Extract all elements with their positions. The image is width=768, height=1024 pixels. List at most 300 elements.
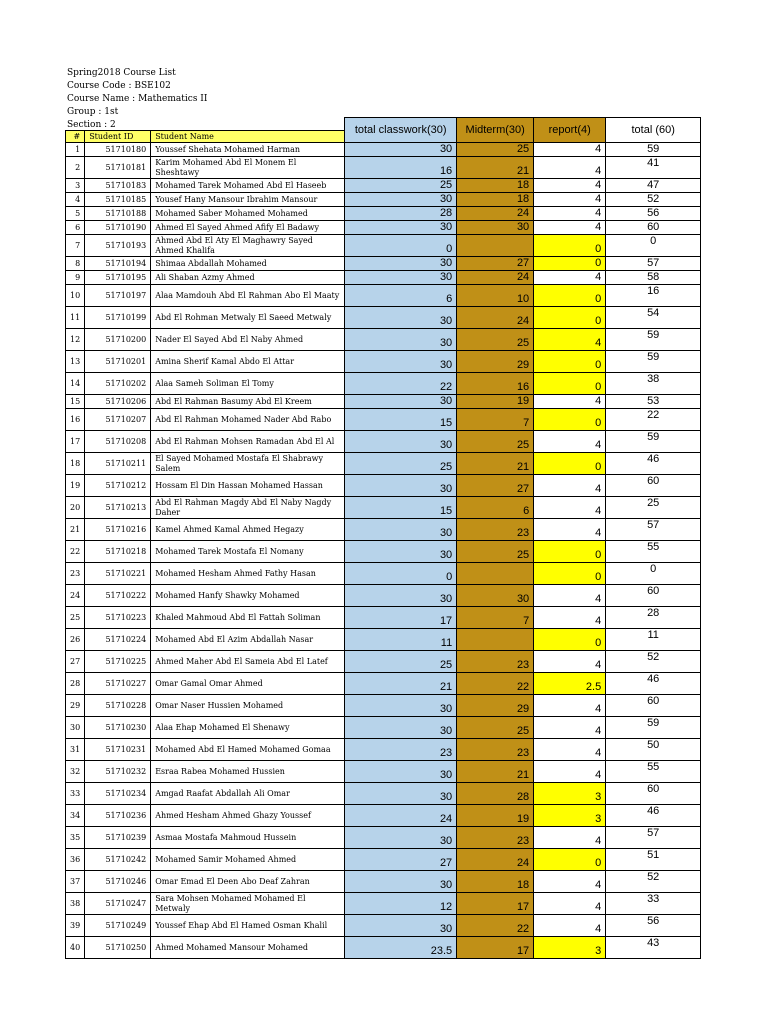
total-cell[interactable]: 60 — [606, 221, 701, 235]
student-id-cell[interactable]: 51710231 — [85, 739, 151, 761]
midterm-cell[interactable]: 23 — [457, 739, 534, 761]
student-id-cell[interactable]: 51710193 — [85, 235, 151, 257]
classwork-cell[interactable]: 30 — [345, 519, 457, 541]
student-id-cell[interactable]: 51710247 — [85, 893, 151, 915]
student-id-cell[interactable]: 51710201 — [85, 351, 151, 373]
table-row[interactable] — [66, 157, 701, 179]
classwork-cell[interactable]: 30 — [345, 783, 457, 805]
report-cell[interactable]: 4 — [534, 329, 606, 351]
row-number[interactable]: 28 — [66, 673, 85, 695]
classwork-cell[interactable]: 21 — [345, 673, 457, 695]
total-cell[interactable]: 11 — [606, 629, 701, 651]
total-cell[interactable]: 59 — [606, 717, 701, 739]
report-cell[interactable]: 0 — [534, 541, 606, 563]
table-row[interactable] — [66, 827, 701, 849]
midterm-cell[interactable]: 17 — [457, 893, 534, 915]
table-row[interactable] — [66, 221, 701, 235]
report-cell[interactable]: 4 — [534, 651, 606, 673]
midterm-cell[interactable]: 7 — [457, 607, 534, 629]
midterm-cell[interactable]: 23 — [457, 827, 534, 849]
classwork-cell[interactable]: 17 — [345, 607, 457, 629]
student-name-cell[interactable]: Ahmed Maher Abd El Sameia Abd El Latef — [151, 651, 345, 673]
report-cell[interactable]: 4 — [534, 585, 606, 607]
student-name-cell[interactable]: Khaled Mahmoud Abd El Fattah Soliman — [151, 607, 345, 629]
table-row[interactable] — [66, 519, 701, 541]
row-number[interactable]: 21 — [66, 519, 85, 541]
table-row[interactable] — [66, 893, 701, 915]
classwork-cell[interactable]: 30 — [345, 143, 457, 157]
student-name-cell[interactable]: Abd El Rahman Basumy Abd El Kreem — [151, 395, 345, 409]
report-cell[interactable]: 4 — [534, 739, 606, 761]
midterm-cell[interactable] — [457, 563, 534, 585]
classwork-cell[interactable]: 25 — [345, 179, 457, 193]
midterm-cell[interactable]: 18 — [457, 179, 534, 193]
classwork-cell[interactable]: 15 — [345, 409, 457, 431]
student-id-cell[interactable]: 51710195 — [85, 271, 151, 285]
midterm-cell[interactable]: 29 — [457, 695, 534, 717]
student-id-cell[interactable]: 51710239 — [85, 827, 151, 849]
total-cell[interactable]: 22 — [606, 409, 701, 431]
total-cell[interactable]: 50 — [606, 739, 701, 761]
midterm-cell[interactable]: 23 — [457, 651, 534, 673]
student-id-cell[interactable]: 51710246 — [85, 871, 151, 893]
classwork-cell[interactable]: 30 — [345, 717, 457, 739]
total-cell[interactable]: 52 — [606, 871, 701, 893]
midterm-cell[interactable]: 19 — [457, 395, 534, 409]
classwork-cell[interactable]: 30 — [345, 221, 457, 235]
student-id-cell[interactable]: 51710225 — [85, 651, 151, 673]
student-id-cell[interactable]: 51710207 — [85, 409, 151, 431]
classwork-cell[interactable]: 30 — [345, 395, 457, 409]
student-name-cell[interactable]: Ahmed Abd El Aty El Maghawry Sayed Ahmed Khalifa — [151, 235, 345, 257]
midterm-cell[interactable]: 18 — [457, 871, 534, 893]
midterm-cell[interactable]: 24 — [457, 271, 534, 285]
student-id-cell[interactable]: 51710223 — [85, 607, 151, 629]
classwork-cell[interactable]: 23.5 — [345, 937, 457, 959]
classwork-cell[interactable]: 11 — [345, 629, 457, 651]
total-cell[interactable]: 59 — [606, 143, 701, 157]
total-cell[interactable]: 60 — [606, 783, 701, 805]
student-id-cell[interactable]: 51710249 — [85, 915, 151, 937]
table-row[interactable] — [66, 783, 701, 805]
total-cell[interactable]: 60 — [606, 585, 701, 607]
total-cell[interactable]: 47 — [606, 179, 701, 193]
classwork-cell[interactable]: 30 — [345, 257, 457, 271]
student-id-cell[interactable]: 51710221 — [85, 563, 151, 585]
classwork-cell[interactable]: 24 — [345, 805, 457, 827]
table-row[interactable] — [66, 695, 701, 717]
report-cell[interactable]: 0 — [534, 351, 606, 373]
table-row[interactable] — [66, 761, 701, 783]
table-row[interactable] — [66, 373, 701, 395]
student-id-cell[interactable]: 51710212 — [85, 475, 151, 497]
report-cell[interactable]: 4 — [534, 761, 606, 783]
student-name-cell[interactable]: Omar Emad El Deen Abo Deaf Zahran — [151, 871, 345, 893]
report-cell[interactable]: 0 — [534, 257, 606, 271]
midterm-cell[interactable]: 21 — [457, 453, 534, 475]
total-cell[interactable]: 41 — [606, 157, 701, 179]
student-id-cell[interactable]: 51710216 — [85, 519, 151, 541]
table-row[interactable] — [66, 651, 701, 673]
midterm-cell[interactable] — [457, 629, 534, 651]
student-id-cell[interactable]: 51710230 — [85, 717, 151, 739]
total-cell[interactable]: 52 — [606, 651, 701, 673]
row-number[interactable]: 10 — [66, 285, 85, 307]
student-name-cell[interactable]: Amgad Raafat Abdallah Ali Omar — [151, 783, 345, 805]
total-cell[interactable]: 59 — [606, 351, 701, 373]
classwork-cell[interactable]: 30 — [345, 915, 457, 937]
midterm-cell[interactable]: 24 — [457, 849, 534, 871]
report-cell[interactable]: 4 — [534, 193, 606, 207]
total-cell[interactable]: 52 — [606, 193, 701, 207]
student-id-cell[interactable]: 51710199 — [85, 307, 151, 329]
table-row[interactable] — [66, 805, 701, 827]
student-name-cell[interactable]: Esraa Rabea Mohamed Hussien — [151, 761, 345, 783]
total-cell[interactable]: 0 — [606, 563, 701, 585]
report-cell[interactable]: 4 — [534, 221, 606, 235]
row-number[interactable]: 25 — [66, 607, 85, 629]
student-id-cell[interactable]: 51710242 — [85, 849, 151, 871]
row-number[interactable]: 26 — [66, 629, 85, 651]
student-id-cell[interactable]: 51710188 — [85, 207, 151, 221]
student-name-cell[interactable]: Amina Sherif Kamal Abdo El Attar — [151, 351, 345, 373]
student-id-cell[interactable]: 51710190 — [85, 221, 151, 235]
classwork-cell[interactable]: 30 — [345, 695, 457, 717]
row-number[interactable]: 4 — [66, 193, 85, 207]
classwork-cell[interactable]: 30 — [345, 827, 457, 849]
midterm-cell[interactable]: 25 — [457, 431, 534, 453]
student-name-cell[interactable]: Alaa Ehap Mohamed El Shenawy — [151, 717, 345, 739]
midterm-cell[interactable]: 24 — [457, 207, 534, 221]
row-number[interactable]: 2 — [66, 157, 85, 179]
table-row[interactable] — [66, 673, 701, 695]
table-row[interactable] — [66, 541, 701, 563]
midterm-cell[interactable]: 25 — [457, 329, 534, 351]
student-id-cell[interactable]: 51710202 — [85, 373, 151, 395]
report-cell[interactable]: 0 — [534, 563, 606, 585]
row-number[interactable]: 20 — [66, 497, 85, 519]
header-total[interactable]: total (60) — [606, 118, 701, 143]
student-id-cell[interactable]: 51710224 — [85, 629, 151, 651]
classwork-cell[interactable]: 6 — [345, 285, 457, 307]
table-row[interactable] — [66, 739, 701, 761]
classwork-cell[interactable]: 30 — [345, 761, 457, 783]
midterm-cell[interactable]: 25 — [457, 717, 534, 739]
report-cell[interactable]: 0 — [534, 453, 606, 475]
classwork-cell[interactable]: 15 — [345, 497, 457, 519]
table-row[interactable] — [66, 607, 701, 629]
student-name-cell[interactable]: Mohamed Tarek Mostafa El Nomany — [151, 541, 345, 563]
classwork-cell[interactable]: 0 — [345, 235, 457, 257]
classwork-cell[interactable]: 30 — [345, 541, 457, 563]
total-cell[interactable]: 46 — [606, 805, 701, 827]
student-id-cell[interactable]: 51710185 — [85, 193, 151, 207]
total-cell[interactable]: 57 — [606, 827, 701, 849]
midterm-cell[interactable]: 6 — [457, 497, 534, 519]
student-name-cell[interactable]: Alaa Sameh Soliman El Tomy — [151, 373, 345, 395]
student-name-cell[interactable]: Omar Naser Hussien Mohamed — [151, 695, 345, 717]
student-name-cell[interactable]: Alaa Mamdouh Abd El Rahman Abo El Maaty — [151, 285, 345, 307]
total-cell[interactable]: 28 — [606, 607, 701, 629]
header-classwork[interactable]: total classwork(30) — [345, 118, 457, 143]
student-id-cell[interactable]: 51710180 — [85, 143, 151, 157]
midterm-cell[interactable]: 27 — [457, 475, 534, 497]
student-name-cell[interactable]: Youssef Ehap Abd El Hamed Osman Khalil — [151, 915, 345, 937]
table-row[interactable] — [66, 585, 701, 607]
row-number[interactable]: 5 — [66, 207, 85, 221]
row-number[interactable]: 36 — [66, 849, 85, 871]
row-number[interactable]: 34 — [66, 805, 85, 827]
student-name-cell[interactable]: Shimaa Abdallah Mohamed — [151, 257, 345, 271]
table-row[interactable] — [66, 475, 701, 497]
student-name-cell[interactable]: Hossam El Din Hassan Mohamed Hassan — [151, 475, 345, 497]
report-cell[interactable]: 0 — [534, 629, 606, 651]
midterm-cell[interactable]: 24 — [457, 307, 534, 329]
table-row[interactable] — [66, 235, 701, 257]
student-id-cell[interactable]: 51710197 — [85, 285, 151, 307]
row-number[interactable]: 15 — [66, 395, 85, 409]
report-cell[interactable]: 4 — [534, 395, 606, 409]
report-cell[interactable]: 0 — [534, 409, 606, 431]
midterm-cell[interactable]: 10 — [457, 285, 534, 307]
table-row[interactable] — [66, 629, 701, 651]
classwork-cell[interactable]: 30 — [345, 475, 457, 497]
student-name-cell[interactable]: Ahmed Mohamed Mansour Mohamed — [151, 937, 345, 959]
midterm-cell[interactable]: 23 — [457, 519, 534, 541]
total-cell[interactable]: 38 — [606, 373, 701, 395]
report-cell[interactable]: 4 — [534, 179, 606, 193]
row-number[interactable]: 11 — [66, 307, 85, 329]
total-cell[interactable]: 51 — [606, 849, 701, 871]
report-cell[interactable]: 4 — [534, 207, 606, 221]
classwork-cell[interactable]: 30 — [345, 329, 457, 351]
student-id-cell[interactable]: 51710228 — [85, 695, 151, 717]
total-cell[interactable]: 57 — [606, 257, 701, 271]
student-name-cell[interactable]: Mohamed Saber Mohamed Mohamed — [151, 207, 345, 221]
student-name-cell[interactable]: Ali Shaban Azmy Ahmed — [151, 271, 345, 285]
report-cell[interactable]: 4 — [534, 695, 606, 717]
header-num[interactable]: # — [66, 131, 85, 143]
student-name-cell[interactable]: Mohamed Samir Mohamed Ahmed — [151, 849, 345, 871]
total-cell[interactable]: 54 — [606, 307, 701, 329]
row-number[interactable]: 39 — [66, 915, 85, 937]
table-row[interactable] — [66, 497, 701, 519]
report-cell[interactable]: 4 — [534, 607, 606, 629]
student-name-cell[interactable]: Ahmed Hesham Ahmed Ghazy Youssef — [151, 805, 345, 827]
midterm-cell[interactable]: 30 — [457, 585, 534, 607]
total-cell[interactable]: 60 — [606, 475, 701, 497]
report-cell[interactable]: 0 — [534, 849, 606, 871]
row-number[interactable]: 16 — [66, 409, 85, 431]
student-id-cell[interactable]: 51710222 — [85, 585, 151, 607]
student-name-cell[interactable]: Mohamed Hesham Ahmed Fathy Hasan — [151, 563, 345, 585]
table-row[interactable] — [66, 431, 701, 453]
row-number[interactable]: 18 — [66, 453, 85, 475]
row-number[interactable]: 12 — [66, 329, 85, 351]
table-row[interactable] — [66, 329, 701, 351]
midterm-cell[interactable]: 30 — [457, 221, 534, 235]
student-name-cell[interactable]: Yousef Hany Mansour Ibrahim Mansour — [151, 193, 345, 207]
total-cell[interactable]: 58 — [606, 271, 701, 285]
midterm-cell[interactable]: 27 — [457, 257, 534, 271]
row-number[interactable]: 6 — [66, 221, 85, 235]
report-cell[interactable]: 4 — [534, 717, 606, 739]
report-cell[interactable]: 3 — [534, 937, 606, 959]
row-number[interactable]: 33 — [66, 783, 85, 805]
row-number[interactable]: 29 — [66, 695, 85, 717]
total-cell[interactable]: 59 — [606, 329, 701, 351]
student-id-cell[interactable]: 51710236 — [85, 805, 151, 827]
student-name-cell[interactable]: Mohamed Abd El Azim Abdallah Nasar — [151, 629, 345, 651]
row-number[interactable]: 30 — [66, 717, 85, 739]
total-cell[interactable]: 57 — [606, 519, 701, 541]
table-row[interactable] — [66, 351, 701, 373]
table-row[interactable] — [66, 307, 701, 329]
student-name-cell[interactable]: Ahmed El Sayed Ahmed Afify El Badawy — [151, 221, 345, 235]
student-id-cell[interactable]: 51710194 — [85, 257, 151, 271]
total-cell[interactable]: 33 — [606, 893, 701, 915]
header-student-name[interactable]: Student Name — [151, 131, 345, 143]
student-name-cell[interactable]: Nader El Sayed Abd El Naby Ahmed — [151, 329, 345, 351]
total-cell[interactable]: 16 — [606, 285, 701, 307]
total-cell[interactable]: 60 — [606, 695, 701, 717]
total-cell[interactable]: 59 — [606, 431, 701, 453]
midterm-cell[interactable]: 16 — [457, 373, 534, 395]
classwork-cell[interactable]: 30 — [345, 271, 457, 285]
student-name-cell[interactable]: Omar Gamal Omar Ahmed — [151, 673, 345, 695]
classwork-cell[interactable]: 25 — [345, 651, 457, 673]
midterm-cell[interactable]: 18 — [457, 193, 534, 207]
table-row[interactable] — [66, 937, 701, 959]
student-id-cell[interactable]: 51710183 — [85, 179, 151, 193]
report-cell[interactable]: 3 — [534, 805, 606, 827]
row-number[interactable]: 9 — [66, 271, 85, 285]
row-number[interactable]: 14 — [66, 373, 85, 395]
table-row[interactable] — [66, 915, 701, 937]
student-id-cell[interactable]: 51710234 — [85, 783, 151, 805]
row-number[interactable]: 27 — [66, 651, 85, 673]
report-cell[interactable]: 4 — [534, 893, 606, 915]
report-cell[interactable]: 4 — [534, 475, 606, 497]
total-cell[interactable]: 56 — [606, 915, 701, 937]
student-id-cell[interactable]: 51710232 — [85, 761, 151, 783]
classwork-cell[interactable]: 30 — [345, 871, 457, 893]
table-row[interactable] — [66, 193, 701, 207]
classwork-cell[interactable]: 30 — [345, 585, 457, 607]
row-number[interactable]: 8 — [66, 257, 85, 271]
table-row[interactable] — [66, 849, 701, 871]
classwork-cell[interactable]: 27 — [345, 849, 457, 871]
midterm-cell[interactable]: 22 — [457, 915, 534, 937]
table-row[interactable] — [66, 179, 701, 193]
total-cell[interactable]: 55 — [606, 761, 701, 783]
table-row[interactable] — [66, 143, 701, 157]
table-row[interactable] — [66, 207, 701, 221]
report-cell[interactable]: 0 — [534, 235, 606, 257]
total-cell[interactable]: 25 — [606, 497, 701, 519]
midterm-cell[interactable]: 21 — [457, 761, 534, 783]
report-cell[interactable]: 0 — [534, 373, 606, 395]
classwork-cell[interactable]: 30 — [345, 351, 457, 373]
classwork-cell[interactable]: 12 — [345, 893, 457, 915]
report-cell[interactable]: 4 — [534, 157, 606, 179]
student-name-cell[interactable]: Abd El Rahman Mohamed Nader Abd Rabo — [151, 409, 345, 431]
row-number[interactable]: 1 — [66, 143, 85, 157]
midterm-cell[interactable]: 28 — [457, 783, 534, 805]
report-cell[interactable]: 4 — [534, 271, 606, 285]
table-row[interactable] — [66, 717, 701, 739]
classwork-cell[interactable]: 30 — [345, 307, 457, 329]
classwork-cell[interactable]: 25 — [345, 453, 457, 475]
row-number[interactable]: 22 — [66, 541, 85, 563]
total-cell[interactable]: 43 — [606, 937, 701, 959]
report-cell[interactable]: 2.5 — [534, 673, 606, 695]
student-name-cell[interactable]: Sara Mohsen Mohamed Mohamed El Metwaly — [151, 893, 345, 915]
report-cell[interactable]: 3 — [534, 783, 606, 805]
student-id-cell[interactable]: 51710181 — [85, 157, 151, 179]
student-name-cell[interactable]: Kamel Ahmed Kamal Ahmed Hegazy — [151, 519, 345, 541]
row-number[interactable]: 7 — [66, 235, 85, 257]
row-number[interactable]: 23 — [66, 563, 85, 585]
table-row[interactable] — [66, 409, 701, 431]
table-row[interactable] — [66, 285, 701, 307]
total-cell[interactable]: 55 — [606, 541, 701, 563]
row-number[interactable]: 38 — [66, 893, 85, 915]
row-number[interactable]: 24 — [66, 585, 85, 607]
student-name-cell[interactable]: Abd El Rahman Magdy Abd El Naby Nagdy Daher — [151, 497, 345, 519]
report-cell[interactable]: 4 — [534, 431, 606, 453]
student-name-cell[interactable]: Abd El Rahman Mohsen Ramadan Abd El Al — [151, 431, 345, 453]
report-cell[interactable]: 4 — [534, 519, 606, 541]
student-name-cell[interactable]: Abd El Rohman Metwaly El Saeed Metwaly — [151, 307, 345, 329]
student-id-cell[interactable]: 51710208 — [85, 431, 151, 453]
student-id-cell[interactable]: 51710211 — [85, 453, 151, 475]
table-row[interactable] — [66, 563, 701, 585]
student-name-cell[interactable]: Karim Mohamed Abd El Monem El Sheshtawy — [151, 157, 345, 179]
report-cell[interactable]: 4 — [534, 827, 606, 849]
header-report[interactable]: report(4) — [534, 118, 606, 143]
total-cell[interactable]: 46 — [606, 673, 701, 695]
midterm-cell[interactable]: 19 — [457, 805, 534, 827]
classwork-cell[interactable]: 23 — [345, 739, 457, 761]
table-row[interactable] — [66, 453, 701, 475]
report-cell[interactable]: 4 — [534, 143, 606, 157]
student-name-cell[interactable]: Youssef Shehata Mohamed Harman — [151, 143, 345, 157]
header-midterm[interactable]: Midterm(30) — [457, 118, 534, 143]
student-name-cell[interactable]: Asmaa Mostafa Mahmoud Hussein — [151, 827, 345, 849]
midterm-cell[interactable]: 22 — [457, 673, 534, 695]
student-id-cell[interactable]: 51710206 — [85, 395, 151, 409]
table-row[interactable] — [66, 257, 701, 271]
student-name-cell[interactable]: El Sayed Mohamed Mostafa El Shabrawy Salem — [151, 453, 345, 475]
classwork-cell[interactable]: 30 — [345, 193, 457, 207]
header-student-id[interactable]: Student ID — [85, 131, 151, 143]
midterm-cell[interactable]: 25 — [457, 541, 534, 563]
row-number[interactable]: 13 — [66, 351, 85, 373]
report-cell[interactable]: 4 — [534, 915, 606, 937]
total-cell[interactable]: 53 — [606, 395, 701, 409]
midterm-cell[interactable]: 7 — [457, 409, 534, 431]
report-cell[interactable]: 4 — [534, 497, 606, 519]
table-row[interactable] — [66, 271, 701, 285]
classwork-cell[interactable]: 22 — [345, 373, 457, 395]
student-id-cell[interactable]: 51710218 — [85, 541, 151, 563]
student-name-cell[interactable]: Mohamed Hanfy Shawky Mohamed — [151, 585, 345, 607]
row-number[interactable]: 35 — [66, 827, 85, 849]
row-number[interactable]: 31 — [66, 739, 85, 761]
student-id-cell[interactable]: 51710227 — [85, 673, 151, 695]
midterm-cell[interactable]: 21 — [457, 157, 534, 179]
